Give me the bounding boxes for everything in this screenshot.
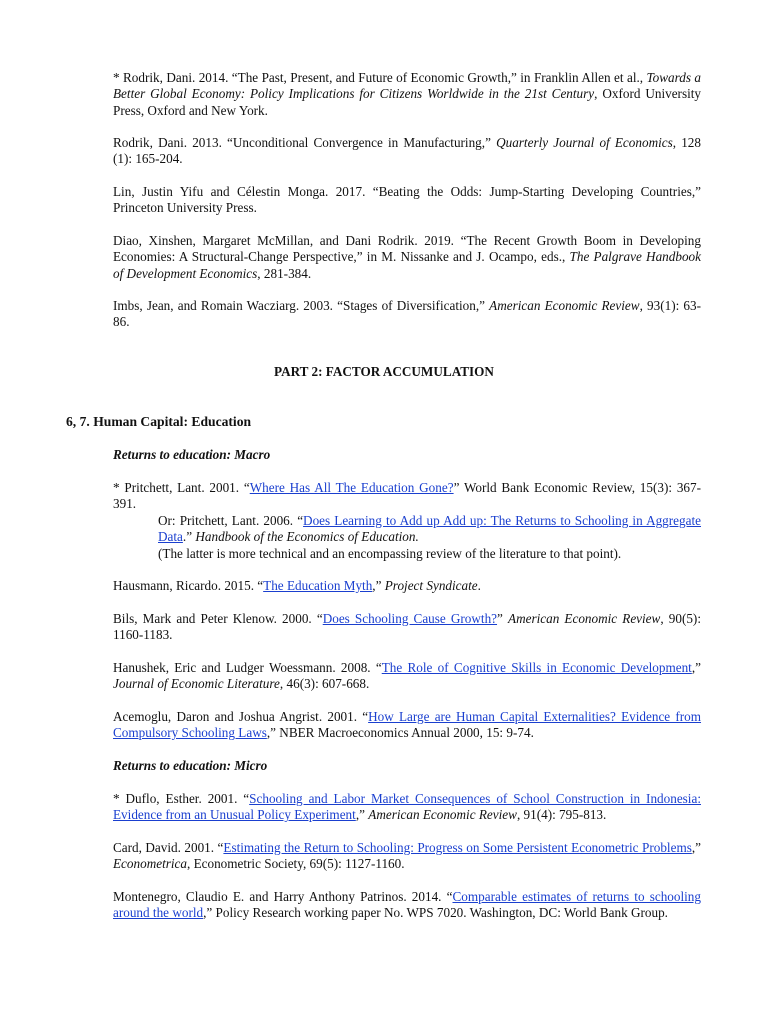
reference-montenegro <box>113 889 701 922</box>
reference-link[interactable]: Does Learning to Add up Add up: The Returns to Schooling in Aggregate Data <box>158 513 701 545</box>
reference-text: Bils, Mark and Peter Klenow. 2000. “ <box>113 611 323 626</box>
reference-link[interactable]: Estimating the Return to Schooling: Progress on Some Persistent Econometric Problems <box>223 840 692 855</box>
reference-text: ,” NBER Macroeconomics Annual 2000, 15: 9-74. <box>266 725 534 741</box>
reference-source: Quarterly Journal of Economics <box>496 135 673 150</box>
reference-source: Project Syndicate <box>384 578 478 593</box>
reference-text: , 46(3): 607-668. <box>279 676 370 692</box>
reference-text: . <box>477 578 481 593</box>
reference-source: Towards a Better Global Economy: Policy Implications for Citizens Worldwide in the 21st Century <box>113 70 701 102</box>
reference-lin-monga <box>113 184 701 217</box>
reference-pritchett-2006 <box>158 513 701 546</box>
reference-text: Lin, Justin Yifu and Célestin Monga. 2017. “Beating the Odds: Jump-Starting Developing Countries,” Princeton University Press. <box>113 184 701 216</box>
reference-text: Diao, Xinshen, Margaret McMillan, and Dani Rodrik. 2019. “The Recent Growth Boom in Developing Economies: A Structural-Change Perspective,” in M. Nissanke and J. Ocampo, eds., <box>113 233 701 265</box>
reference-text: , 128 (1): 165-204. <box>113 135 701 167</box>
reference-pritchett-2001 <box>113 480 701 513</box>
reference-source: Handbook of the Economics of Education. <box>195 529 419 545</box>
section-heading: 6, 7. Human Capital: Education <box>66 414 252 429</box>
reference-source: Econometrica <box>113 856 187 872</box>
reference-link[interactable]: Comparable estimates of returns to schooling around the world <box>113 889 701 921</box>
reference-text: ,” <box>372 578 385 593</box>
reference-text: , Econometric Society, 69(5): 1127-1160. <box>186 856 405 872</box>
reference-link[interactable]: Does Schooling Cause Growth? <box>322 611 498 626</box>
reference-text: .” <box>182 529 196 545</box>
reference-link[interactable]: Where Has All The Education Gone? <box>249 480 454 495</box>
reference-acemoglu <box>113 709 701 742</box>
reference-link[interactable]: How Large are Human Capital Externalities? Evidence from Compulsory Schooling Laws <box>113 709 702 741</box>
reference-imbs-wacziarg <box>113 298 701 331</box>
reference-text: Hanushek, Eric and Ludger Woessmann. 2008. “ <box>113 660 382 675</box>
reference-text: ,” Policy Research working paper No. WPS 7020. Washington, DC: World Bank Group. <box>203 905 668 921</box>
reference-link[interactable]: The Role of Cognitive Skills in Economic Development <box>381 660 692 675</box>
reference-text: ,” <box>355 807 369 823</box>
reference-text: ” World Bank Economic Review, 15(3): 367-391. <box>113 480 701 512</box>
reference-text: , Oxford University Press, Oxford and New York. <box>113 86 702 118</box>
reference-card <box>113 840 701 873</box>
reference-link[interactable]: The Education Myth <box>263 578 373 593</box>
reference-text: ” <box>497 611 509 626</box>
reference-text: ,” <box>691 660 701 675</box>
reference-hausmann <box>113 578 701 594</box>
reference-text: Acemoglu, Daron and Joshua Angrist. 2001. “ <box>113 709 369 724</box>
reference-text: ,” <box>691 840 701 855</box>
reference-bils-klenow <box>113 611 701 644</box>
reference-rodrik-2014 <box>113 70 701 119</box>
reference-source: American Economic Review <box>368 807 517 823</box>
reference-duflo <box>113 791 701 824</box>
reference-link[interactable]: Schooling and Labor Market Consequences of School Construction in Indonesia: Evidence from an Unusual Policy Experiment <box>113 791 701 823</box>
reference-text: Montenegro, Claudio E. and Harry Anthony Patrinos. 2014. “ <box>113 889 453 904</box>
reference-note <box>158 546 701 562</box>
reference-text: * Rodrik, Dani. 2014. “The Past, Present, and Future of Economic Growth,” in Franklin Allen et al., <box>113 70 647 85</box>
reference-text: * Pritchett, Lant. 2001. “ <box>113 480 250 495</box>
reference-text: Card, David. 2001. “ <box>113 840 224 855</box>
part-heading: PART 2: FACTOR ACCUMULATION <box>274 364 494 379</box>
reference-hanushek <box>113 660 701 693</box>
reference-source: Journal of Economic Literature <box>113 676 280 692</box>
reference-text: (The latter is more technical and an encompassing review of the literature to that point). <box>158 546 622 561</box>
reference-text: Rodrik, Dani. 2013. “Unconditional Convergence in Manufacturing,” <box>113 135 497 150</box>
reference-text: * Duflo, Esther. 2001. “ <box>113 791 250 806</box>
reference-source: The Palgrave Handbook of Development Economics <box>113 249 701 281</box>
reference-text: Or: Pritchett, Lant. 2006. “ <box>158 513 304 528</box>
reference-text: Hausmann, Ricardo. 2015. “ <box>113 578 264 593</box>
reference-rodrik-2013 <box>113 135 701 168</box>
reference-text: Imbs, Jean, and Romain Wacziarg. 2003. “Stages of Diversification,” <box>113 298 490 313</box>
subsection-heading-micro: Returns to education: Micro <box>113 758 268 773</box>
reference-source: American Economic Review <box>508 611 661 626</box>
reference-text: , 93(1): 63-86. <box>113 298 701 330</box>
reference-diao <box>113 233 701 282</box>
reference-source: American Economic Review <box>489 298 640 313</box>
reference-text: , 90(5): 1160-1183. <box>113 611 701 643</box>
reference-text: , 91(4): 795-813. <box>516 807 607 823</box>
subsection-heading-macro: Returns to education: Macro <box>113 447 271 462</box>
reference-text: , 281-384. <box>257 265 312 281</box>
